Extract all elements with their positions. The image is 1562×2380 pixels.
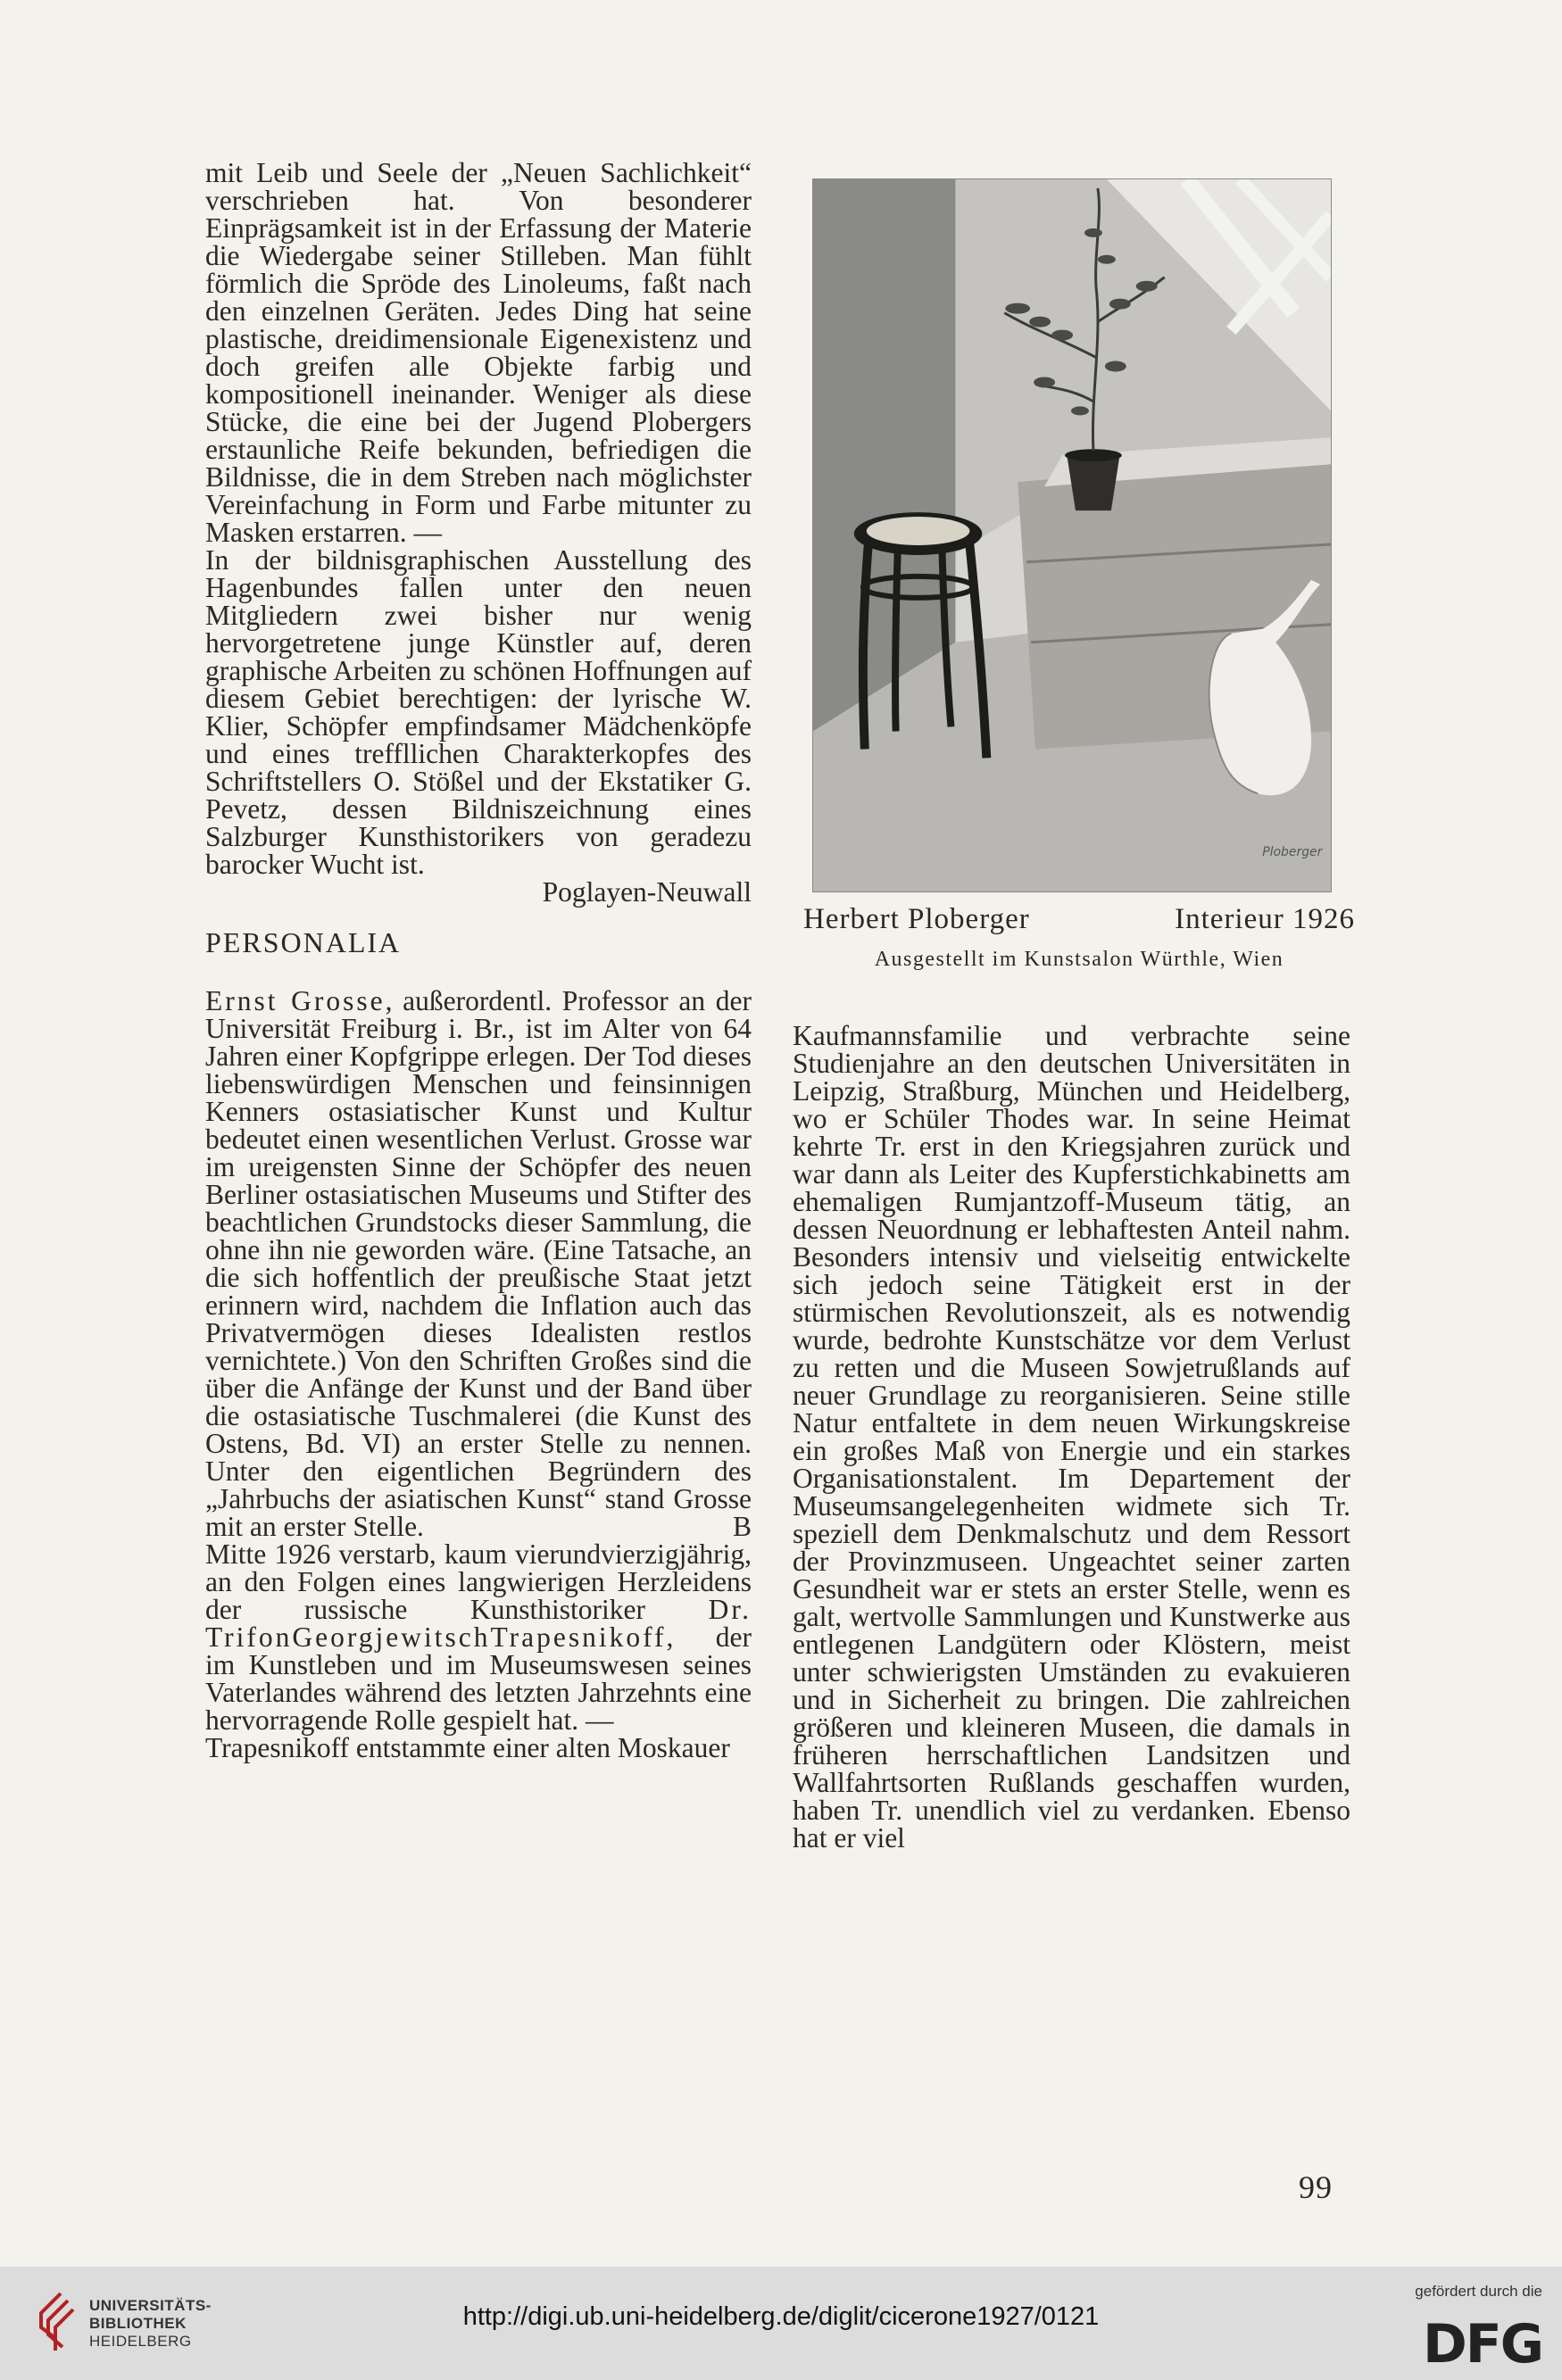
person-name: Dr. TrifonGeorgjewitschTrapesnikoff xyxy=(205,1594,752,1653)
figure-caption xyxy=(803,903,1355,936)
footer-bar xyxy=(0,2267,1562,2380)
section-heading: PERSONALIA xyxy=(205,926,402,958)
source-url-link[interactable]: http://digi.ub.uni-heidelberg.de/diglit/cicerone1927/0121 xyxy=(462,2302,1100,2331)
artwork-image xyxy=(813,179,1331,891)
dfg-logo: DFG xyxy=(1422,2313,1542,2376)
paragraph-trapesnikoff-continued: Kaufmannsfamilie und verbrachte seine Studienjahre an den deutschen Universitäten in Leipzig, Straßburg, München und Heidelberg, wo er Schüler Thodes war. In seine Heimat kehrte Tr. erst in den Kriegsjahren zurück und war dann als Leiter des Kupferstichkabinetts am ehemaligen Rumjantzoff-Museum tätig, an dessen Neuordnung er lebhaftesten Anteil nahm. Besonders intensiv und vielseitig entwickelte sich jedoch seine Tätigkeit erst in der stürmischen Revolutionszeit, als es notwendig wurde, bedrohte Kunstschätze vor dem Verlust zu retten und die Museen Sowjetrußlands auf neuer Grundlage zu reorganisieren. Seine stille Natur entfaltete in dem neuen Wirkungskreise ein großes Maß von Energie und ein starkes Organisationstalent. Im Departement der Museumsangelegenheiten widmete sich Tr. speziell dem Denkmalschutz und dem Ressort der Provinzmuseen. Ungeachtet seiner zarten Gesundheit war er stets an erster Stelle, wenn es galt, wertvolle Sammlungen und Kunstwerke aus entlegenen Landgütern oder Klöstern, meist unter schwierigsten Umständen zu evakuieren und in Sicherheit zu bringen. Die zahlreichen größeren und kleineren Museen, die damals in früheren herrschaftlichen Landsitzen und Wallfahrtsorten Rußlands geschaffen wurden, haben Tr. unendlich viel zu verdanken. Ebenso hat er viel xyxy=(793,1020,1350,1853)
artwork-figure xyxy=(812,178,1332,892)
funding-note: gefördert durch die xyxy=(1415,2283,1542,2300)
paragraph-ploberger: mit Leib und Seele der „Neuen Sachlichkeit“ verschrieben hat. Von besonderer Einprägsamkeit ist in der Erfassung der Materie die Wiedergabe seiner Stilleben. Man fühlt förmlich die Spröde des Linoleums, faßt nach den einzelnen Geräten. Jedes Ding hat seine plastische, dreidimensionale Eigenexistenz und doch greifen alle Objekte farbig und kompositionell ineinander. Weniger als diese Stücke, die eine bei der Jugend Plobergers erstaunliche Reife bekunden, befriedigen die Bildnisse, die in dem Streben nach möglichster Vereinfachung in Form und Farbe mitunter zu Masken erstarren. — xyxy=(205,157,752,548)
left-column xyxy=(205,159,752,1762)
figure-artist: Herbert Ploberger xyxy=(803,903,1030,935)
library-name: UNIVERSITÄTS- BIBLIOTHEK HEIDELBERG xyxy=(89,2297,212,2350)
paragraph-grosse: Ernst Grosse, außerordentl. Professor an der Universität Freiburg i. Br., ist im Alter von 64 Jahren einer Kopfgrippe erlegen. Der Tod dieses liebenswürdigen Menschen und feinsinnigen Kenners ostasiatischer Kunst und Kultur bedeutet einen wesentlichen Verlust. Grosse war im ureigensten Sinne der Schöpfer des neuen Berliner ostasiatischen Museums und Stifter des beachtlichen Grundstocks dieser Sammlung, die ohne ihn nie geworden wäre. (Eine Tatsache, an die sich hoffentlich der preußische Staat jetzt erinnern wird, nachdem die Inflation auch das Privatvermögen dieses Idealisten restlos vernichtete.) Von den Schriften Großes sind die über die Anfänge der Kunst und der Band über die ostasiatische Tuschmalerei (die Kunst des Ostens, Bd. VI) an erster Stelle zu nennen. Unter den eigentlichen Begründern des „Jahrbuchs der asiatischen Kunst“ stand Grosse mit an erster Stelle. B xyxy=(205,985,752,1542)
paragraph-hagenbund: In der bildnisgraphischen Ausstellung des Hagenbundes fallen unter den neuen Mitgliedern zwei bisher nur wenig hervorgetretene junge Künstler auf, deren graphische Arbeiten zu schönen Hoffnungen auf diesem Gebiet berechtigen: der lyrische W. Klier, Schöpfer empfindsamer Mädchenköpfe und eines treffllichen Charakterkopfes des Schriftstellers O. Stößel und der Ekstatiker G. Pevetz, dessen Bildniszeichnung eines Salzburger Kunsthistorikers von geradezu barocker Wucht ist. xyxy=(205,544,752,880)
paragraph-trapesnikoff: Mitte 1926 verstarb, kaum vierundvierzigjährig, an den Folgen eines langwierigen Herzleidens der russische Kunsthistoriker Dr. TrifonGeorgjewitschTrapesnikoff, der im Kunstleben und im Museumswesen seines Vaterlandes während des letzten Jahrzehnts eine hervorragende Rolle gespielt hat. — xyxy=(205,1538,752,1736)
paragraph-sign: B xyxy=(732,1511,752,1542)
person-name: Ernst Grosse xyxy=(205,985,386,1016)
figure-title: Interieur 1926 xyxy=(1175,903,1355,935)
page-number: 99 xyxy=(1299,2169,1333,2205)
right-column xyxy=(793,1022,1350,1852)
artwork-signature: Ploberger xyxy=(1262,845,1323,860)
paragraph-trapesnikoff-origin: Trapesnikoff entstammte einer alten Moskauer xyxy=(205,1732,730,1763)
figure-subcaption: Ausgestellt im Kunstsalon Würthle, Wien xyxy=(874,948,1284,971)
author-signature: Poglayen-Neuwall xyxy=(542,876,752,908)
